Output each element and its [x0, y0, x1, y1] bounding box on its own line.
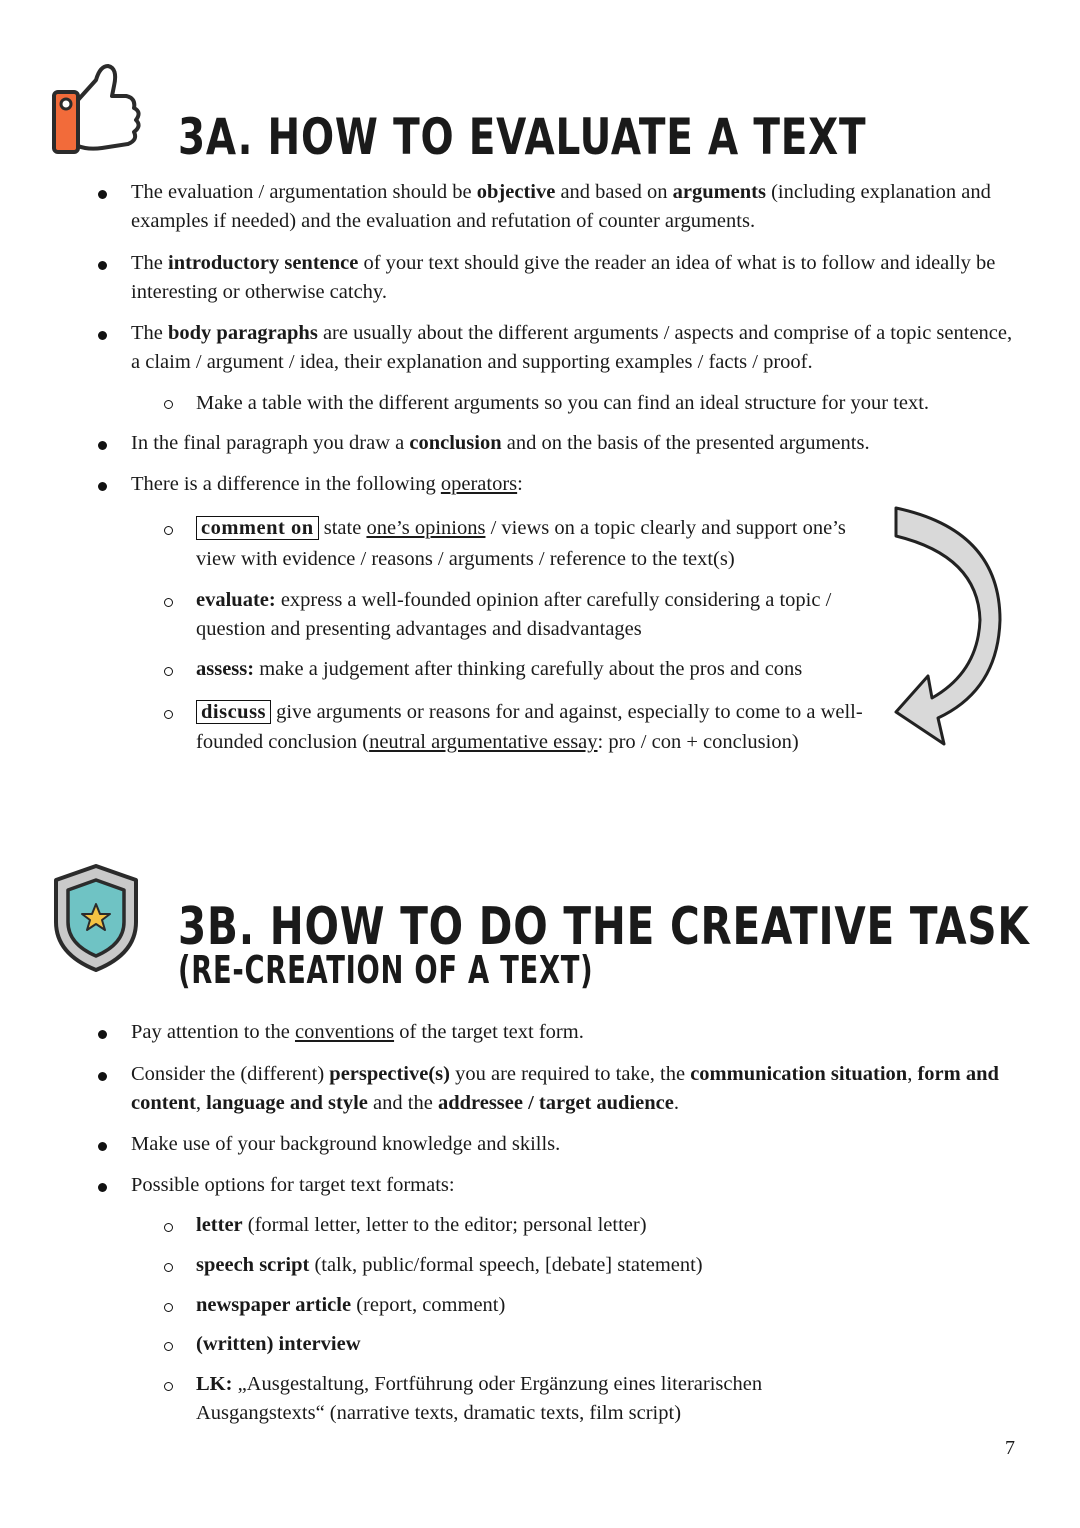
format-item: LK: „Ausgestaltung, Fortführung oder Ergänzung eines literarischen Ausgangstexts“ (narrative texts, dramatic texts, film script)	[196, 1373, 763, 1424]
bullet	[98, 190, 107, 199]
sub-bullet	[164, 1342, 173, 1351]
list-item: Pay attention to the conventions of the target text form.	[131, 1021, 584, 1043]
sub-bullet	[164, 710, 173, 719]
list-item: Make use of your background knowledge and skills.	[131, 1133, 561, 1155]
list-item: The evaluation / argumentation should be objective and based on arguments (including explanation and examples if needed) and the evaluation and refutation of counter arguments.	[131, 181, 991, 232]
bullet	[98, 1030, 107, 1039]
operator-evaluate: evaluate: express a well-founded opinion after carefully considering a topic / question and presenting advantages and disadvantages	[196, 589, 832, 640]
bullet	[98, 441, 107, 450]
operator-discuss: discuss give arguments or reasons for and against, especially to come to a well-founded conclusion (neutral argumentative essay: pro / con + conclusion)	[196, 701, 863, 753]
format-item: newspaper article (report, comment)	[196, 1294, 506, 1316]
page-number: 7	[1005, 1437, 1015, 1459]
format-item: (written) interview	[196, 1333, 361, 1355]
format-item: speech script (talk, public/formal speech, [debate] statement)	[196, 1254, 703, 1276]
list-item: Possible options for target text formats:	[131, 1174, 455, 1196]
bullet	[98, 331, 107, 340]
bullet	[98, 1072, 107, 1081]
bullet	[98, 1183, 107, 1192]
section-a-title: 3A. HOW TO EVALUATE A TEXT	[178, 107, 867, 166]
format-item: letter (formal letter, letter to the editor; personal letter)	[196, 1214, 647, 1236]
bullet	[98, 1142, 107, 1151]
sub-bullet	[164, 598, 173, 607]
list-item: Make a table with the different arguments so you can find an ideal structure for your text.	[196, 392, 930, 414]
list-item: The introductory sentence of your text should give the reader an idea of what is to follow and ideally be interesting or otherwise catchy.	[131, 252, 996, 303]
list-item: The body paragraphs are usually about the different arguments / aspects and comprise of a topic sentence, a claim / argument / idea, their explanation and supporting examples / facts / proof.	[131, 322, 1013, 373]
bullet	[98, 482, 107, 491]
curved-arrow-icon	[888, 500, 1008, 755]
operator-assess: assess: make a judgement after thinking carefully about the pros and cons	[196, 658, 803, 680]
sub-bullet	[164, 400, 173, 409]
thumbs-up-icon	[48, 60, 153, 160]
section-b-subtitle: (RE-CREATION OF A TEXT)	[178, 948, 594, 992]
operator-comment: comment on state one’s opinions / views on a topic clearly and support one’s view with evidence / reasons / arguments / reference to the text(s)	[196, 517, 846, 570]
sub-bullet	[164, 1263, 173, 1272]
shield-star-icon	[50, 862, 142, 974]
sub-bullet	[164, 1382, 173, 1391]
sub-bullet	[164, 1223, 173, 1232]
section-b-title: 3B. HOW TO DO THE CREATIVE TASK	[178, 896, 1030, 957]
list-item: There is a difference in the following operators:	[131, 473, 523, 495]
sub-bullet	[164, 667, 173, 676]
bullet	[98, 261, 107, 270]
list-item: Consider the (different) perspective(s) you are required to take, the communication situation, form and content, language and style and the addressee / target audience.	[131, 1063, 999, 1114]
list-item: In the final paragraph you draw a conclusion and on the basis of the presented arguments.	[131, 432, 870, 454]
sub-bullet	[164, 526, 173, 535]
sub-bullet	[164, 1303, 173, 1312]
